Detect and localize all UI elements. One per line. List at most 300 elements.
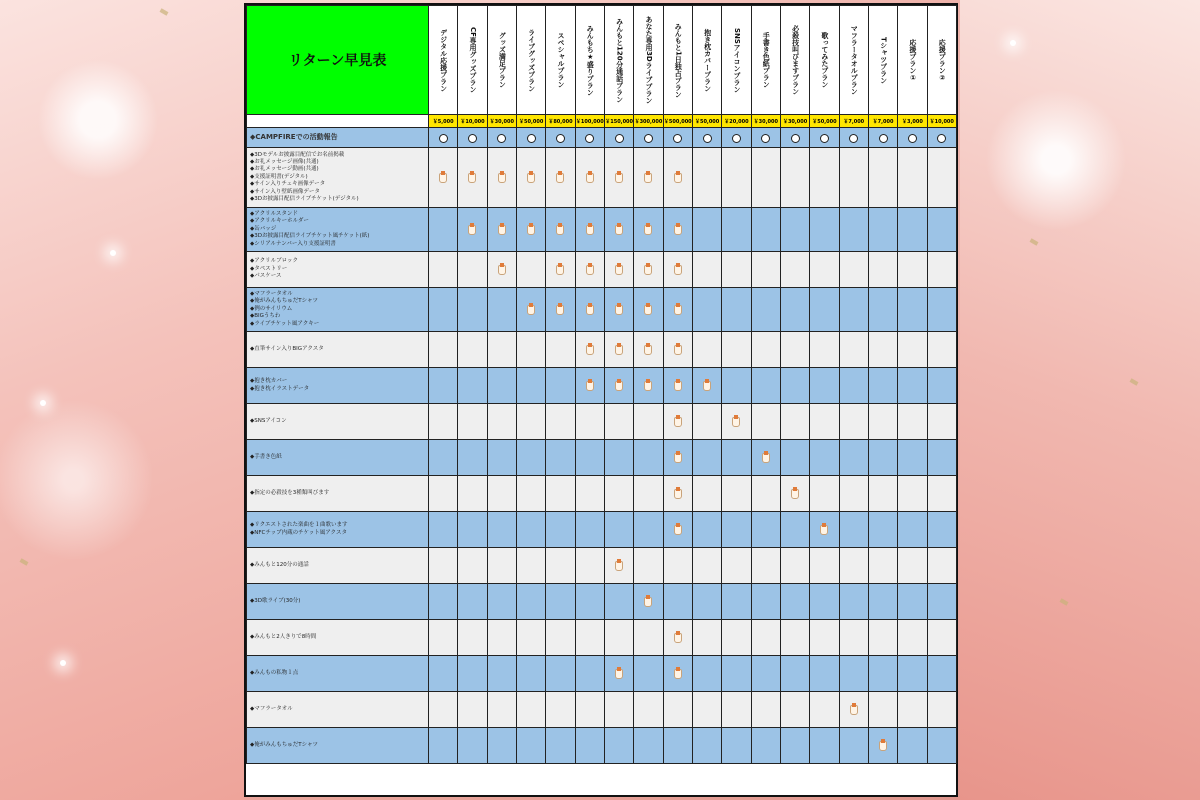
- plan-header: [692, 6, 721, 115]
- plan-cell: [868, 512, 897, 548]
- included-mascot-icon: [615, 265, 623, 275]
- plan-cell: [780, 692, 809, 728]
- included-mascot-icon: [556, 265, 564, 275]
- plan-cell: [898, 128, 927, 148]
- plan-header: [429, 6, 458, 115]
- row-description: ◆みんもと2人きりで8時間: [247, 620, 429, 656]
- included-mascot-icon: [615, 381, 623, 391]
- plan-cell: [429, 440, 458, 476]
- included-mascot-icon: [644, 225, 652, 235]
- plan-cell: [516, 252, 545, 288]
- plan-cell: [546, 620, 575, 656]
- plan-cell: [722, 288, 751, 332]
- included-mascot-icon: [674, 305, 682, 315]
- included-mascot-icon: [615, 225, 623, 235]
- plan-cell: [458, 128, 487, 148]
- included-circle-icon: [527, 134, 536, 143]
- plan-cell: [458, 148, 487, 208]
- plan-name: みんもち★盛りプラン: [586, 24, 595, 96]
- table-row: [247, 440, 957, 476]
- plan-cell: [927, 620, 956, 656]
- row-description: ◆CAMPFIREでの活動報告: [247, 128, 429, 148]
- price-row-label: [247, 115, 429, 128]
- plan-cell: [487, 332, 516, 368]
- plan-cell: [868, 728, 897, 764]
- plan-cell: [575, 512, 604, 548]
- plan-cell: [868, 332, 897, 368]
- row-description: ◆抱き枕カバー ◆抱き枕イラストデータ: [247, 368, 429, 404]
- plan-cell: [927, 548, 956, 584]
- plan-cell: [429, 332, 458, 368]
- chart-title: リターン早見表: [247, 6, 429, 115]
- plan-cell: [722, 440, 751, 476]
- included-mascot-icon: [556, 173, 564, 183]
- plan-cell: [663, 128, 692, 148]
- included-mascot-icon: [674, 417, 682, 427]
- plan-cell: [604, 548, 633, 584]
- table-row: [247, 692, 957, 728]
- plan-cell: [663, 332, 692, 368]
- row-description: ◆マフラータオル ◆俺がみんもちゅだTシャツ ◆例のサイリウム ◆BIGうちわ ◆ライブチケット風アクキー: [247, 288, 429, 332]
- plan-cell: [575, 368, 604, 404]
- plan-cell: [487, 548, 516, 584]
- plan-cell: [429, 368, 458, 404]
- plan-cell: [487, 584, 516, 620]
- included-mascot-icon: [556, 305, 564, 315]
- plan-cell: [839, 548, 868, 584]
- plan-cell: [458, 584, 487, 620]
- plan-cell: [751, 440, 780, 476]
- plan-cell: [810, 512, 839, 548]
- plan-cell: [575, 404, 604, 440]
- plan-cell: [868, 208, 897, 252]
- included-mascot-icon: [674, 525, 682, 535]
- plan-cell: [487, 128, 516, 148]
- plan-cell: [604, 368, 633, 404]
- plan-price: ￥7,000: [868, 115, 897, 128]
- plan-cell: [751, 512, 780, 548]
- plan-cell: [692, 728, 721, 764]
- included-mascot-icon: [644, 173, 652, 183]
- included-mascot-icon: [674, 173, 682, 183]
- plan-name: 歌ってみたプラン: [820, 32, 829, 88]
- plan-cell: [810, 208, 839, 252]
- plan-cell: [575, 440, 604, 476]
- plan-cell: [810, 332, 839, 368]
- plan-cell: [634, 332, 663, 368]
- plan-cell: [751, 620, 780, 656]
- plan-cell: [722, 512, 751, 548]
- plan-cell: [927, 656, 956, 692]
- plan-name: デジタル応援プラン: [439, 28, 448, 92]
- plan-cell: [458, 656, 487, 692]
- plan-cell: [634, 692, 663, 728]
- plan-cell: [429, 252, 458, 288]
- plan-cell: [927, 208, 956, 252]
- included-mascot-icon: [586, 225, 594, 235]
- included-mascot-icon: [703, 381, 711, 391]
- included-mascot-icon: [615, 305, 623, 315]
- plan-cell: [810, 128, 839, 148]
- plan-header: [751, 6, 780, 115]
- plan-name: CF専用グッズプラン: [468, 27, 477, 93]
- plan-cell: [487, 476, 516, 512]
- plan-cell: [810, 548, 839, 584]
- plan-cell: [663, 512, 692, 548]
- plan-cell: [780, 584, 809, 620]
- plan-price: ￥30,000: [487, 115, 516, 128]
- included-mascot-icon: [498, 225, 506, 235]
- table-row: [247, 620, 957, 656]
- included-circle-icon: [673, 134, 682, 143]
- plan-header: [458, 6, 487, 115]
- plan-cell: [663, 728, 692, 764]
- row-description: ◆3D歌ライブ(30分): [247, 584, 429, 620]
- plan-cell: [810, 692, 839, 728]
- plan-cell: [898, 620, 927, 656]
- included-circle-icon: [703, 134, 712, 143]
- row-description: ◆直筆サイン入りBIGアクスタ: [247, 332, 429, 368]
- plan-cell: [868, 584, 897, 620]
- plan-cell: [692, 548, 721, 584]
- plan-cell: [546, 656, 575, 692]
- plan-cell: [429, 548, 458, 584]
- plan-cell: [516, 692, 545, 728]
- plan-cell: [722, 128, 751, 148]
- plan-cell: [663, 656, 692, 692]
- plan-cell: [604, 128, 633, 148]
- row-description: ◆アクリルスタンド ◆アクリルキーホルダー ◆缶バッジ ◆3Dお披露目配信ライブチケット風チケット(紙) ◆シリアルナンバー入り支援証明書: [247, 208, 429, 252]
- plan-cell: [780, 404, 809, 440]
- included-mascot-icon: [674, 453, 682, 463]
- plan-cell: [927, 368, 956, 404]
- plan-cell: [898, 148, 927, 208]
- plan-price: ￥5,000: [429, 115, 458, 128]
- plan-cell: [516, 288, 545, 332]
- plan-name: 手書き色紙プラン: [762, 32, 771, 88]
- plan-header: [663, 6, 692, 115]
- plan-cell: [692, 288, 721, 332]
- plan-cell: [546, 148, 575, 208]
- plan-cell: [516, 128, 545, 148]
- plan-cell: [780, 332, 809, 368]
- plan-cell: [898, 288, 927, 332]
- plan-cell: [634, 440, 663, 476]
- plan-cell: [780, 512, 809, 548]
- plan-header: [634, 6, 663, 115]
- plan-cell: [458, 368, 487, 404]
- plan-cell: [429, 128, 458, 148]
- plan-name: SNSアイコンプラン: [732, 27, 741, 93]
- plan-cell: [663, 368, 692, 404]
- plan-cell: [898, 584, 927, 620]
- table-row: [247, 548, 957, 584]
- plan-cell: [692, 404, 721, 440]
- plan-cell: [898, 512, 927, 548]
- plan-header: [810, 6, 839, 115]
- included-circle-icon: [849, 134, 858, 143]
- plan-cell: [546, 288, 575, 332]
- plan-cell: [429, 208, 458, 252]
- plan-cell: [692, 512, 721, 548]
- plan-price: ￥300,000: [634, 115, 663, 128]
- plan-cell: [751, 692, 780, 728]
- plan-cell: [429, 584, 458, 620]
- plan-cell: [780, 476, 809, 512]
- plan-cell: [487, 692, 516, 728]
- plan-cell: [780, 148, 809, 208]
- plan-cell: [604, 288, 633, 332]
- plan-cell: [898, 252, 927, 288]
- included-mascot-icon: [850, 705, 858, 715]
- included-mascot-icon: [527, 225, 535, 235]
- plan-cell: [487, 728, 516, 764]
- plan-cell: [458, 440, 487, 476]
- plan-cell: [516, 512, 545, 548]
- plan-cell: [692, 692, 721, 728]
- included-mascot-icon: [674, 669, 682, 679]
- plan-price: ￥10,000: [927, 115, 956, 128]
- included-circle-icon: [937, 134, 946, 143]
- plan-cell: [810, 252, 839, 288]
- plan-cell: [839, 692, 868, 728]
- plan-cell: [810, 440, 839, 476]
- row-description: ◆手書き色紙: [247, 440, 429, 476]
- plan-cell: [898, 440, 927, 476]
- plan-cell: [780, 288, 809, 332]
- plan-name: スペシャルプラン: [556, 32, 565, 88]
- included-mascot-icon: [644, 265, 652, 275]
- plan-cell: [751, 404, 780, 440]
- included-circle-icon: [761, 134, 770, 143]
- plan-cell: [458, 404, 487, 440]
- plan-cell: [868, 288, 897, 332]
- plan-cell: [575, 148, 604, 208]
- background-left: [0, 0, 245, 800]
- plan-cell: [780, 208, 809, 252]
- plan-cell: [604, 208, 633, 252]
- plan-cell: [722, 404, 751, 440]
- plan-header: [839, 6, 868, 115]
- plan-cell: [722, 148, 751, 208]
- plan-cell: [751, 476, 780, 512]
- plan-cell: [458, 728, 487, 764]
- plan-cell: [634, 620, 663, 656]
- included-circle-icon: [644, 134, 653, 143]
- plan-cell: [722, 208, 751, 252]
- plan-cell: [575, 288, 604, 332]
- plan-cell: [429, 288, 458, 332]
- plan-cell: [458, 548, 487, 584]
- plan-cell: [839, 404, 868, 440]
- plan-cell: [458, 512, 487, 548]
- plan-cell: [927, 728, 956, 764]
- sparkle-icon: [1010, 40, 1016, 46]
- plan-cell: [722, 620, 751, 656]
- plan-name: 必殺技叫びますプラン: [791, 25, 800, 95]
- table-row: [247, 728, 957, 764]
- plan-header: [516, 6, 545, 115]
- plan-cell: [780, 368, 809, 404]
- table-row: [247, 476, 957, 512]
- plan-cell: [634, 548, 663, 584]
- plan-cell: [663, 548, 692, 584]
- plan-cell: [927, 692, 956, 728]
- plan-price: ￥500,000: [663, 115, 692, 128]
- plan-cell: [868, 128, 897, 148]
- plan-cell: [575, 620, 604, 656]
- included-mascot-icon: [644, 597, 652, 607]
- plan-cell: [487, 512, 516, 548]
- plan-cell: [927, 128, 956, 148]
- included-mascot-icon: [615, 345, 623, 355]
- plan-cell: [898, 368, 927, 404]
- plan-header: [868, 6, 897, 115]
- plan-cell: [868, 656, 897, 692]
- plan-cell: [546, 512, 575, 548]
- plan-cell: [487, 252, 516, 288]
- included-mascot-icon: [498, 265, 506, 275]
- plan-cell: [575, 128, 604, 148]
- plan-cell: [839, 476, 868, 512]
- plan-cell: [575, 692, 604, 728]
- plan-name: Tシャツプラン: [879, 36, 888, 84]
- plan-cell: [751, 332, 780, 368]
- included-mascot-icon: [674, 345, 682, 355]
- plan-cell: [692, 128, 721, 148]
- plan-cell: [751, 548, 780, 584]
- plan-cell: [575, 332, 604, 368]
- plan-cell: [898, 332, 927, 368]
- plan-cell: [516, 368, 545, 404]
- included-circle-icon: [732, 134, 741, 143]
- included-mascot-icon: [762, 453, 770, 463]
- plan-cell: [575, 728, 604, 764]
- included-mascot-icon: [527, 173, 535, 183]
- plan-cell: [868, 620, 897, 656]
- plan-cell: [898, 208, 927, 252]
- plan-cell: [634, 148, 663, 208]
- plan-header: [927, 6, 956, 115]
- plan-cell: [868, 476, 897, 512]
- plan-cell: [604, 728, 633, 764]
- plan-price: ￥7,000: [839, 115, 868, 128]
- plan-cell: [429, 404, 458, 440]
- plan-cell: [692, 440, 721, 476]
- included-circle-icon: [879, 134, 888, 143]
- row-description: ◆アクリルブロック ◆タペストリー ◆パスケース: [247, 252, 429, 288]
- plan-cell: [722, 476, 751, 512]
- included-mascot-icon: [468, 173, 476, 183]
- plan-cell: [810, 404, 839, 440]
- plan-cell: [546, 128, 575, 148]
- plan-cell: [722, 252, 751, 288]
- plan-cell: [663, 148, 692, 208]
- plan-cell: [546, 440, 575, 476]
- included-mascot-icon: [556, 225, 564, 235]
- plan-name: あなた専用3Dライブプラン: [644, 16, 653, 104]
- plan-cell: [839, 128, 868, 148]
- included-circle-icon: [908, 134, 917, 143]
- plan-cell: [663, 288, 692, 332]
- plan-cell: [751, 128, 780, 148]
- table-row: [247, 128, 957, 148]
- plan-cell: [458, 208, 487, 252]
- included-mascot-icon: [674, 265, 682, 275]
- plan-cell: [780, 548, 809, 584]
- plan-cell: [516, 584, 545, 620]
- table-row: [247, 512, 957, 548]
- plan-cell: [604, 692, 633, 728]
- row-description: ◆俺がみんもちゅだTシャツ: [247, 728, 429, 764]
- plan-cell: [839, 368, 868, 404]
- row-description: ◆リクエストされた楽曲を１曲歌います ◆NFCチップ内蔵のチケット風アクスタ: [247, 512, 429, 548]
- plan-cell: [634, 404, 663, 440]
- included-circle-icon: [556, 134, 565, 143]
- plan-header: [546, 6, 575, 115]
- plan-cell: [516, 148, 545, 208]
- plan-cell: [927, 476, 956, 512]
- plan-cell: [898, 548, 927, 584]
- plan-cell: [751, 252, 780, 288]
- plan-cell: [780, 656, 809, 692]
- included-mascot-icon: [879, 741, 887, 751]
- plan-name: ライブグッズプラン: [527, 28, 536, 92]
- plan-header: [604, 6, 633, 115]
- plan-price: ￥100,000: [575, 115, 604, 128]
- table-row: [247, 656, 957, 692]
- plan-cell: [458, 332, 487, 368]
- plan-cell: [839, 148, 868, 208]
- plan-cell: [839, 728, 868, 764]
- plan-cell: [751, 288, 780, 332]
- plan-cell: [604, 148, 633, 208]
- plan-cell: [516, 476, 545, 512]
- plan-cell: [898, 476, 927, 512]
- plan-cell: [722, 332, 751, 368]
- plan-cell: [516, 728, 545, 764]
- plan-cell: [663, 620, 692, 656]
- plan-name: グッズ満足プラン: [498, 32, 507, 88]
- included-mascot-icon: [439, 173, 447, 183]
- plan-cell: [898, 656, 927, 692]
- included-mascot-icon: [674, 225, 682, 235]
- plan-cell: [604, 620, 633, 656]
- plan-cell: [575, 584, 604, 620]
- plan-cell: [546, 692, 575, 728]
- plan-cell: [839, 584, 868, 620]
- sparkle-icon: [40, 400, 46, 406]
- plan-cell: [634, 288, 663, 332]
- plan-name: 抱き枕カバープラン: [703, 28, 712, 92]
- plan-cell: [575, 656, 604, 692]
- plan-cell: [839, 620, 868, 656]
- plan-cell: [429, 620, 458, 656]
- plan-cell: [780, 620, 809, 656]
- plan-cell: [692, 656, 721, 692]
- plan-cell: [634, 476, 663, 512]
- included-circle-icon: [791, 134, 800, 143]
- plan-cell: [604, 476, 633, 512]
- plan-cell: [839, 252, 868, 288]
- plan-cell: [429, 476, 458, 512]
- plan-cell: [868, 548, 897, 584]
- plan-cell: [487, 656, 516, 692]
- plan-cell: [604, 656, 633, 692]
- included-mascot-icon: [644, 305, 652, 315]
- plan-cell: [692, 620, 721, 656]
- plan-cell: [634, 728, 663, 764]
